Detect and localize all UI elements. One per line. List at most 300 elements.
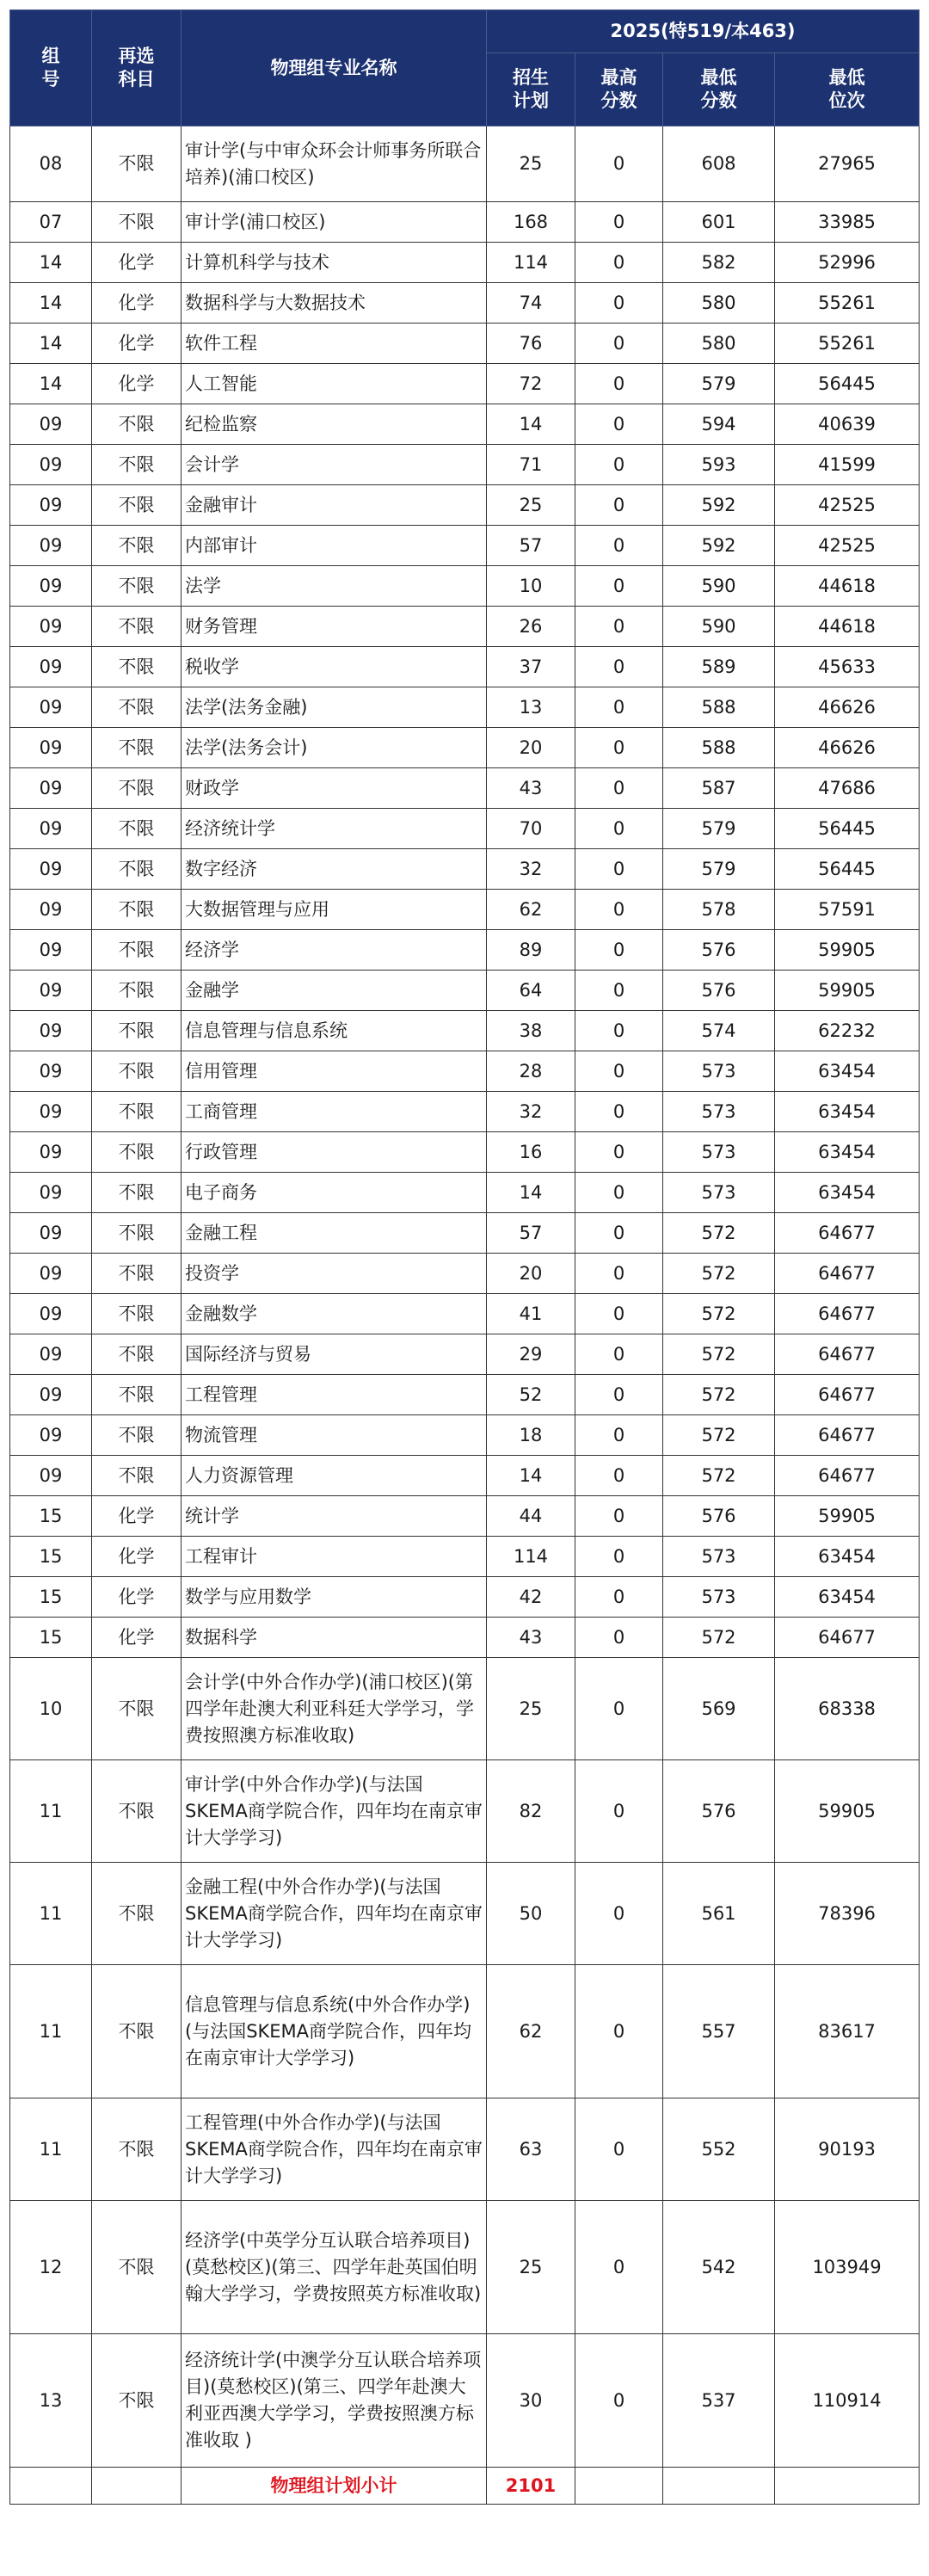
cell-max-score: 0 [575, 647, 663, 687]
cell-major: 数据科学 [181, 1618, 487, 1658]
cell-min-score: 582 [663, 243, 775, 283]
table-row [10, 364, 920, 404]
cell-min-rank: 59905 [775, 971, 920, 1011]
cell-min-score: 557 [663, 1965, 775, 2098]
cell-subject: 化学 [92, 1618, 181, 1658]
cell-subject: 化学 [92, 324, 181, 364]
cell-major: 税收学 [181, 647, 487, 687]
header-major: 物理组专业名称 [181, 10, 487, 126]
cell-min-rank: 45633 [775, 647, 920, 687]
cell-major: 会计学(中外合作办学)(浦口校区)(第四学年赴澳大利亚科廷大学学习，学费按照澳方标准收取) [181, 1658, 487, 1760]
cell-major: 金融数学 [181, 1294, 487, 1334]
cell-min-score: 573 [663, 1092, 775, 1132]
cell-plan: 26 [487, 607, 575, 647]
cell-major: 金融工程(中外合作办学)(与法国SKEMA商学院合作，四年均在南京审计大学学习) [181, 1863, 487, 1965]
cell-min-score: 593 [663, 445, 775, 485]
cell-min-rank: 63454 [775, 1173, 920, 1213]
cell-subject: 不限 [92, 1965, 181, 2098]
cell-min-score: 561 [663, 1863, 775, 1965]
cell-group: 09 [10, 647, 92, 687]
table-row [10, 849, 920, 890]
cell-min-rank: 59905 [775, 1496, 920, 1537]
cell-min-score: 579 [663, 364, 775, 404]
cell-subject: 化学 [92, 1537, 181, 1577]
table-row [10, 1760, 920, 1863]
cell-min-rank: 90193 [775, 2098, 920, 2201]
cell-min-rank: 27965 [775, 126, 920, 202]
table-row [10, 202, 920, 243]
cell-group: 09 [10, 485, 92, 526]
cell-plan: 14 [487, 404, 575, 445]
table-row [10, 809, 920, 849]
cell-major: 物流管理 [181, 1415, 487, 1456]
cell-major: 数字经济 [181, 849, 487, 890]
table-row [10, 930, 920, 971]
cell-subject: 不限 [92, 728, 181, 768]
cell-max-score: 0 [575, 1213, 663, 1254]
cell-min-rank: 47686 [775, 768, 920, 809]
table-row [10, 1011, 920, 1051]
cell-min-rank: 46626 [775, 687, 920, 728]
cell-plan: 32 [487, 1092, 575, 1132]
table-row [10, 324, 920, 364]
cell-max-score: 0 [575, 1092, 663, 1132]
cell-subject: 不限 [92, 849, 181, 890]
cell-group: 07 [10, 202, 92, 243]
total-empty-cell [775, 2468, 920, 2505]
cell-min-score: 592 [663, 485, 775, 526]
cell-group: 15 [10, 1496, 92, 1537]
cell-min-rank: 46626 [775, 728, 920, 768]
cell-group: 09 [10, 687, 92, 728]
cell-subject: 化学 [92, 1577, 181, 1618]
cell-group: 14 [10, 283, 92, 324]
table-row [10, 404, 920, 445]
cell-max-score: 0 [575, 1173, 663, 1213]
table-row [10, 971, 920, 1011]
cell-min-score: 572 [663, 1456, 775, 1496]
cell-major: 统计学 [181, 1496, 487, 1537]
cell-subject: 化学 [92, 364, 181, 404]
cell-major: 金融学 [181, 971, 487, 1011]
cell-max-score: 0 [575, 1537, 663, 1577]
cell-min-rank: 62232 [775, 1011, 920, 1051]
cell-min-rank: 63454 [775, 1092, 920, 1132]
cell-plan: 114 [487, 1537, 575, 1577]
cell-min-rank: 40639 [775, 404, 920, 445]
cell-major: 信息管理与信息系统 [181, 1011, 487, 1051]
cell-plan: 43 [487, 768, 575, 809]
cell-max-score: 0 [575, 1254, 663, 1294]
cell-max-score: 0 [575, 243, 663, 283]
cell-plan: 57 [487, 526, 575, 566]
cell-max-score: 0 [575, 687, 663, 728]
cell-plan: 71 [487, 445, 575, 485]
header-max-score: 最高 分数 [575, 53, 663, 126]
cell-subject: 不限 [92, 1011, 181, 1051]
cell-group: 09 [10, 445, 92, 485]
cell-min-rank: 55261 [775, 324, 920, 364]
cell-group: 15 [10, 1537, 92, 1577]
cell-plan: 13 [487, 687, 575, 728]
cell-group: 09 [10, 1213, 92, 1254]
cell-major: 信用管理 [181, 1051, 487, 1092]
cell-group: 09 [10, 1375, 92, 1415]
table-row [10, 1051, 920, 1092]
cell-plan: 62 [487, 890, 575, 930]
cell-group: 11 [10, 1965, 92, 2098]
cell-min-rank: 59905 [775, 1760, 920, 1863]
cell-group: 09 [10, 404, 92, 445]
table-row [10, 485, 920, 526]
cell-subject: 不限 [92, 687, 181, 728]
cell-subject: 不限 [92, 1254, 181, 1294]
cell-major: 数学与应用数学 [181, 1577, 487, 1618]
cell-min-rank: 56445 [775, 809, 920, 849]
cell-major: 人力资源管理 [181, 1456, 487, 1496]
table-row [10, 1092, 920, 1132]
cell-plan: 37 [487, 647, 575, 687]
cell-subject: 不限 [92, 809, 181, 849]
cell-max-score: 0 [575, 1965, 663, 2098]
cell-max-score: 0 [575, 1011, 663, 1051]
cell-min-score: 580 [663, 283, 775, 324]
cell-group: 12 [10, 2201, 92, 2334]
cell-major: 电子商务 [181, 1173, 487, 1213]
cell-min-rank: 63454 [775, 1577, 920, 1618]
cell-min-score: 594 [663, 404, 775, 445]
cell-subject: 不限 [92, 404, 181, 445]
cell-subject: 不限 [92, 1375, 181, 1415]
cell-min-score: 578 [663, 890, 775, 930]
cell-min-score: 588 [663, 687, 775, 728]
cell-subject: 不限 [92, 890, 181, 930]
table-row [10, 1577, 920, 1618]
cell-subject: 不限 [92, 2098, 181, 2201]
cell-group: 09 [10, 1294, 92, 1334]
cell-max-score: 0 [575, 768, 663, 809]
cell-min-score: 576 [663, 971, 775, 1011]
table-row [10, 1456, 920, 1496]
table-row [10, 126, 920, 202]
cell-min-rank: 63454 [775, 1051, 920, 1092]
cell-max-score: 0 [575, 364, 663, 404]
cell-subject: 不限 [92, 2201, 181, 2334]
cell-plan: 62 [487, 1965, 575, 2098]
cell-subject: 不限 [92, 1863, 181, 1965]
cell-plan: 20 [487, 1254, 575, 1294]
cell-min-rank: 33985 [775, 202, 920, 243]
admission-table-container [9, 9, 919, 2505]
table-row [10, 1863, 920, 1965]
cell-plan: 41 [487, 1294, 575, 1334]
cell-plan: 32 [487, 849, 575, 890]
cell-subject: 化学 [92, 283, 181, 324]
cell-plan: 25 [487, 1658, 575, 1760]
cell-subject: 不限 [92, 2334, 181, 2468]
total-empty-cell [92, 2468, 181, 2505]
cell-subject: 不限 [92, 445, 181, 485]
cell-max-score: 0 [575, 1863, 663, 1965]
cell-plan: 72 [487, 364, 575, 404]
total-plan: 2101 [487, 2468, 575, 2505]
cell-max-score: 0 [575, 1456, 663, 1496]
cell-group: 09 [10, 1254, 92, 1294]
table-row [10, 1537, 920, 1577]
cell-subject: 不限 [92, 1294, 181, 1334]
cell-min-rank: 103949 [775, 2201, 920, 2334]
cell-max-score: 0 [575, 809, 663, 849]
cell-major: 财政学 [181, 768, 487, 809]
cell-group: 09 [10, 930, 92, 971]
cell-min-rank: 110914 [775, 2334, 920, 2468]
cell-major: 行政管理 [181, 1132, 487, 1173]
cell-plan: 89 [487, 930, 575, 971]
table-row [10, 1132, 920, 1173]
table-row [10, 1415, 920, 1456]
cell-plan: 14 [487, 1173, 575, 1213]
cell-subject: 不限 [92, 768, 181, 809]
cell-min-rank: 83617 [775, 1965, 920, 2098]
cell-group: 09 [10, 1334, 92, 1375]
cell-min-rank: 41599 [775, 445, 920, 485]
header-min-score: 最低 分数 [663, 53, 775, 126]
cell-group: 13 [10, 2334, 92, 2468]
cell-max-score: 0 [575, 2201, 663, 2334]
total-empty-cell [575, 2468, 663, 2505]
total-row [10, 2468, 920, 2505]
cell-min-score: 542 [663, 2201, 775, 2334]
cell-plan: 25 [487, 485, 575, 526]
cell-major: 法学 [181, 566, 487, 607]
total-empty-cell [10, 2468, 92, 2505]
table-row [10, 687, 920, 728]
cell-min-rank: 42525 [775, 485, 920, 526]
cell-max-score: 0 [575, 566, 663, 607]
cell-plan: 25 [487, 126, 575, 202]
cell-subject: 不限 [92, 526, 181, 566]
cell-group: 09 [10, 1051, 92, 1092]
cell-max-score: 0 [575, 728, 663, 768]
cell-plan: 25 [487, 2201, 575, 2334]
cell-subject: 不限 [92, 1213, 181, 1254]
cell-subject: 不限 [92, 607, 181, 647]
cell-max-score: 0 [575, 283, 663, 324]
cell-min-score: 576 [663, 1760, 775, 1863]
cell-major: 内部审计 [181, 526, 487, 566]
cell-max-score: 0 [575, 1375, 663, 1415]
cell-min-rank: 44618 [775, 566, 920, 607]
cell-subject: 不限 [92, 1415, 181, 1456]
cell-min-score: 569 [663, 1658, 775, 1760]
header-group: 组 号 [10, 10, 92, 126]
cell-major: 国际经济与贸易 [181, 1334, 487, 1375]
cell-subject: 不限 [92, 647, 181, 687]
cell-major: 经济统计学 [181, 809, 487, 849]
table-row [10, 1334, 920, 1375]
cell-group: 11 [10, 2098, 92, 2201]
cell-subject: 不限 [92, 1092, 181, 1132]
cell-major: 工程管理(中外合作办学)(与法国SKEMA商学院合作，四年均在南京审计大学学习) [181, 2098, 487, 2201]
cell-plan: 64 [487, 971, 575, 1011]
cell-subject: 不限 [92, 971, 181, 1011]
cell-group: 09 [10, 768, 92, 809]
cell-subject: 不限 [92, 930, 181, 971]
table-row [10, 243, 920, 283]
cell-plan: 50 [487, 1863, 575, 1965]
cell-min-score: 608 [663, 126, 775, 202]
cell-min-rank: 64677 [775, 1456, 920, 1496]
cell-major: 财务管理 [181, 607, 487, 647]
cell-min-rank: 64677 [775, 1415, 920, 1456]
table-row [10, 1658, 920, 1760]
cell-max-score: 0 [575, 971, 663, 1011]
cell-major: 审计学(与中审众环会计师事务所联合培养)(浦口校区) [181, 126, 487, 202]
cell-plan: 30 [487, 2334, 575, 2468]
cell-min-rank: 64677 [775, 1254, 920, 1294]
table-row [10, 1173, 920, 1213]
cell-min-score: 537 [663, 2334, 775, 2468]
table-row [10, 1213, 920, 1254]
cell-min-rank: 68338 [775, 1658, 920, 1760]
cell-subject: 不限 [92, 485, 181, 526]
cell-plan: 74 [487, 283, 575, 324]
table-row [10, 2098, 920, 2201]
cell-group: 14 [10, 324, 92, 364]
cell-min-score: 579 [663, 849, 775, 890]
cell-max-score: 0 [575, 849, 663, 890]
cell-subject: 不限 [92, 566, 181, 607]
table-row [10, 1294, 920, 1334]
cell-major: 法学(法务会计) [181, 728, 487, 768]
cell-major: 软件工程 [181, 324, 487, 364]
cell-major: 大数据管理与应用 [181, 890, 487, 930]
cell-min-score: 572 [663, 1294, 775, 1334]
cell-group: 09 [10, 1092, 92, 1132]
cell-subject: 不限 [92, 202, 181, 243]
cell-max-score: 0 [575, 1334, 663, 1375]
cell-min-score: 573 [663, 1173, 775, 1213]
cell-min-score: 587 [663, 768, 775, 809]
cell-group: 09 [10, 526, 92, 566]
cell-max-score: 0 [575, 485, 663, 526]
cell-plan: 29 [487, 1334, 575, 1375]
cell-group: 08 [10, 126, 92, 202]
cell-plan: 76 [487, 324, 575, 364]
cell-min-rank: 57591 [775, 890, 920, 930]
cell-min-rank: 78396 [775, 1863, 920, 1965]
cell-group: 09 [10, 566, 92, 607]
table-row [10, 647, 920, 687]
cell-max-score: 0 [575, 126, 663, 202]
table-row [10, 566, 920, 607]
cell-min-score: 572 [663, 1213, 775, 1254]
cell-min-rank: 59905 [775, 930, 920, 971]
header-plan: 招生 计划 [487, 53, 575, 126]
cell-group: 09 [10, 1415, 92, 1456]
cell-plan: 38 [487, 1011, 575, 1051]
cell-major: 投资学 [181, 1254, 487, 1294]
cell-plan: 18 [487, 1415, 575, 1456]
cell-plan: 114 [487, 243, 575, 283]
table-row [10, 445, 920, 485]
cell-plan: 42 [487, 1577, 575, 1618]
total-label: 物理组计划小计 [181, 2468, 487, 2505]
cell-major: 纪检监察 [181, 404, 487, 445]
cell-max-score: 0 [575, 1658, 663, 1760]
cell-max-score: 0 [575, 1577, 663, 1618]
cell-max-score: 0 [575, 1132, 663, 1173]
cell-max-score: 0 [575, 404, 663, 445]
cell-plan: 16 [487, 1132, 575, 1173]
cell-min-score: 573 [663, 1132, 775, 1173]
cell-plan: 14 [487, 1456, 575, 1496]
cell-max-score: 0 [575, 1496, 663, 1537]
table-row [10, 1618, 920, 1658]
cell-major: 数据科学与大数据技术 [181, 283, 487, 324]
cell-plan: 82 [487, 1760, 575, 1863]
cell-min-rank: 64677 [775, 1294, 920, 1334]
table-header [10, 10, 920, 126]
cell-max-score: 0 [575, 1415, 663, 1456]
cell-major: 审计学(中外合作办学)(与法国SKEMA商学院合作，四年均在南京审计大学学习) [181, 1760, 487, 1863]
cell-max-score: 0 [575, 324, 663, 364]
cell-min-score: 574 [663, 1011, 775, 1051]
cell-max-score: 0 [575, 526, 663, 566]
cell-group: 09 [10, 1011, 92, 1051]
cell-min-score: 589 [663, 647, 775, 687]
table-body [10, 126, 920, 2468]
cell-min-score: 579 [663, 809, 775, 849]
cell-min-score: 572 [663, 1618, 775, 1658]
cell-min-score: 580 [663, 324, 775, 364]
cell-max-score: 0 [575, 1051, 663, 1092]
cell-major: 审计学(浦口校区) [181, 202, 487, 243]
cell-min-rank: 55261 [775, 283, 920, 324]
cell-plan: 52 [487, 1375, 575, 1415]
cell-plan: 57 [487, 1213, 575, 1254]
cell-group: 09 [10, 971, 92, 1011]
cell-group: 14 [10, 243, 92, 283]
cell-min-score: 572 [663, 1415, 775, 1456]
cell-min-score: 573 [663, 1537, 775, 1577]
header-year-title: 2025(特519/本463) [487, 10, 920, 53]
table-row [10, 1496, 920, 1537]
cell-group: 09 [10, 890, 92, 930]
table-row [10, 1254, 920, 1294]
cell-major: 工程审计 [181, 1537, 487, 1577]
cell-min-rank: 56445 [775, 849, 920, 890]
cell-major: 信息管理与信息系统(中外合作办学)(与法国SKEMA商学院合作，四年均在南京审计大学学习) [181, 1965, 487, 2098]
cell-plan: 10 [487, 566, 575, 607]
cell-min-rank: 52996 [775, 243, 920, 283]
cell-plan: 168 [487, 202, 575, 243]
cell-plan: 44 [487, 1496, 575, 1537]
cell-max-score: 0 [575, 445, 663, 485]
cell-max-score: 0 [575, 2098, 663, 2201]
cell-major: 计算机科学与技术 [181, 243, 487, 283]
cell-subject: 不限 [92, 1334, 181, 1375]
table-row [10, 2334, 920, 2468]
cell-min-rank: 63454 [775, 1132, 920, 1173]
cell-subject: 化学 [92, 1496, 181, 1537]
cell-min-score: 592 [663, 526, 775, 566]
cell-group: 09 [10, 1456, 92, 1496]
header-min-rank: 最低 位次 [775, 53, 920, 126]
cell-min-score: 576 [663, 930, 775, 971]
cell-group: 15 [10, 1618, 92, 1658]
table-row [10, 2201, 920, 2334]
